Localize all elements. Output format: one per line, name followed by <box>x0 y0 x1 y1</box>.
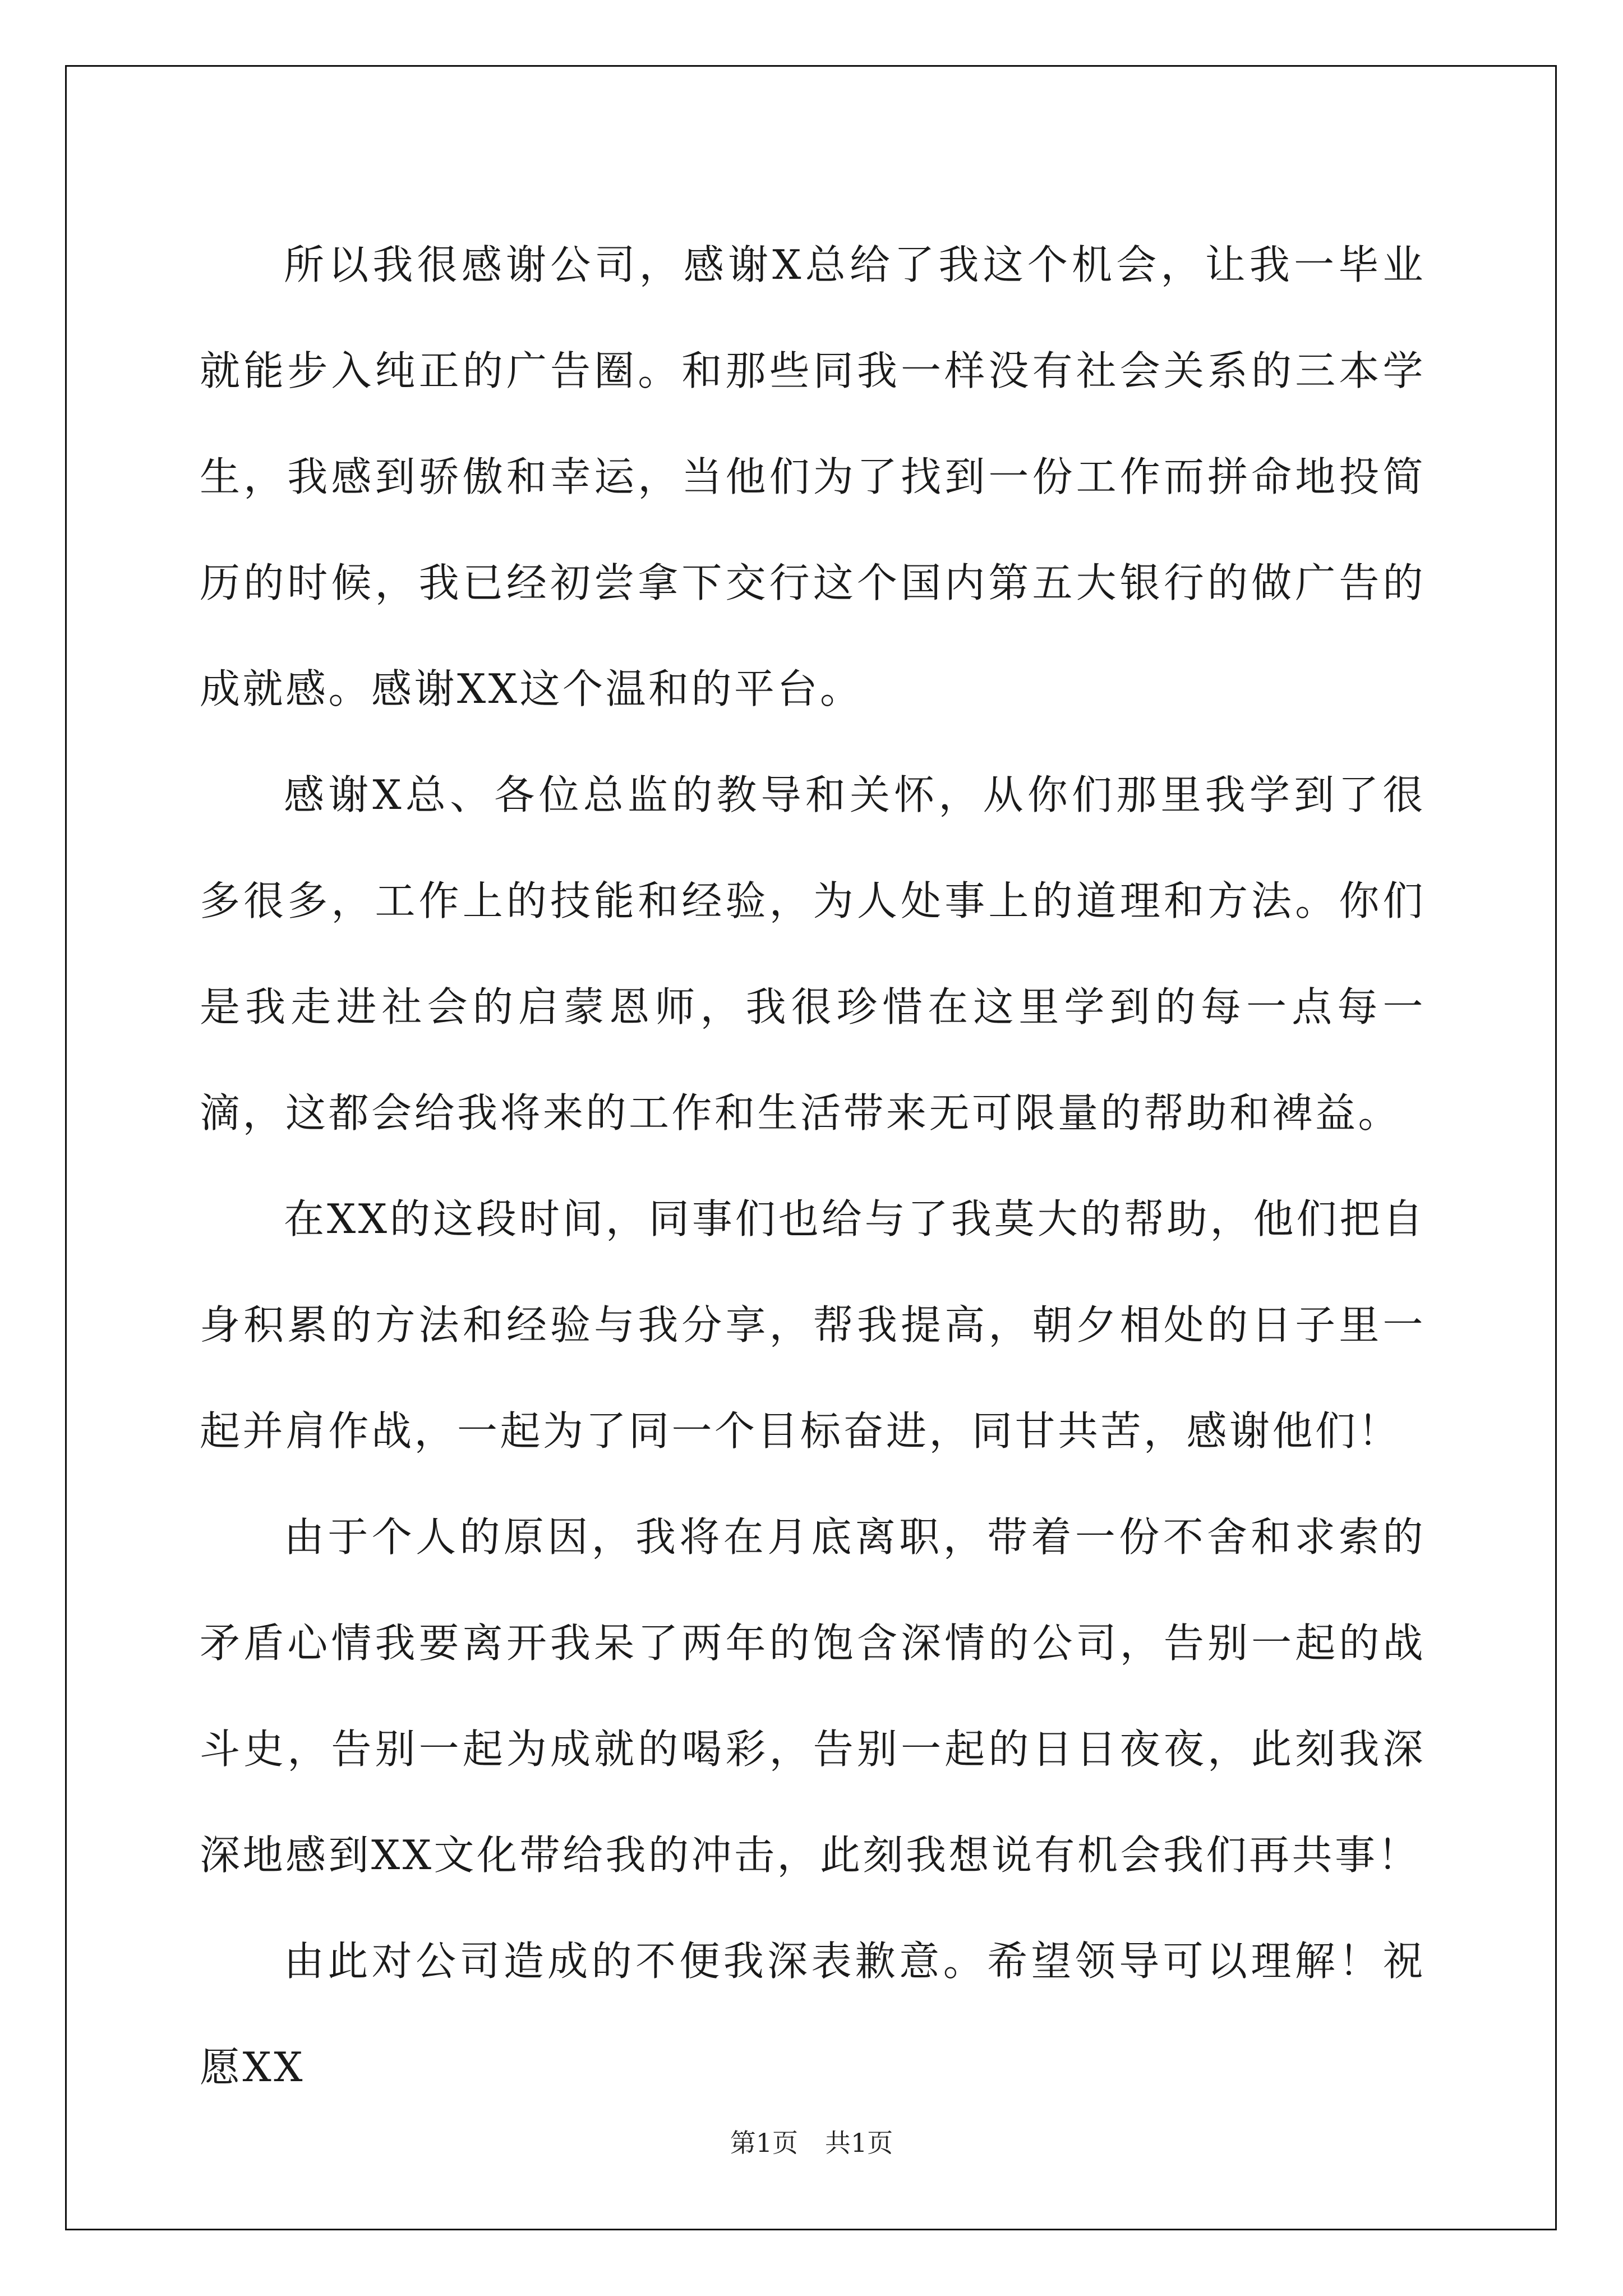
paragraph-2: 感谢X总、各位总监的教导和关怀，从你们那里我学到了很多很多，工作上的技能和经验，为人处事上的道理和方法。你们是我走进社会的启蒙恩师，我很珍惜在这里学到的每一点每一滴，这都会给我将来的工作和生活带来无可限量的帮助和裨益。 <box>200 771 1426 1137</box>
page-footer <box>0 2126 1623 2160</box>
total-page-count: 共1页 <box>825 2128 893 2158</box>
paragraph-3: 在XX的这段时间，同事们也给与了我莫大的帮助，他们把自身积累的方法和经验与我分享，帮我提高，朝夕相处的日子里一起并肩作战，一起为了同一个目标奋进，同甘共苦，感谢他们！ <box>200 1195 1426 1455</box>
document-body <box>200 212 1426 2120</box>
current-page-number: 第1页 <box>730 2128 798 2158</box>
paragraph-1: 所以我很感谢公司，感谢X总给了我这个机会，让我一毕业就能步入纯正的广告圈。和那些同我一样没有社会关系的三本学生，我感到骄傲和幸运，当他们为了找到一份工作而拼命地投简历的时候，我已经初尝拿下交行这个国内第五大银行的做广告的成就感。感谢XX这个温和的平台。 <box>200 241 1426 712</box>
paragraph-5: 由此对公司造成的不便我深表歉意。希望领导可以理解！祝愿XX <box>200 1938 1426 2091</box>
paragraph-4: 由于个人的原因，我将在月底离职，带着一份不舍和求索的矛盾心情我要离开我呆了两年的饱含深情的公司，告别一起的战斗史，告别一起为成就的喝彩，告别一起的日日夜夜，此刻我深深地感到XX文化带给我的冲击，此刻我想说有机会我们再共事！ <box>200 1513 1426 1879</box>
